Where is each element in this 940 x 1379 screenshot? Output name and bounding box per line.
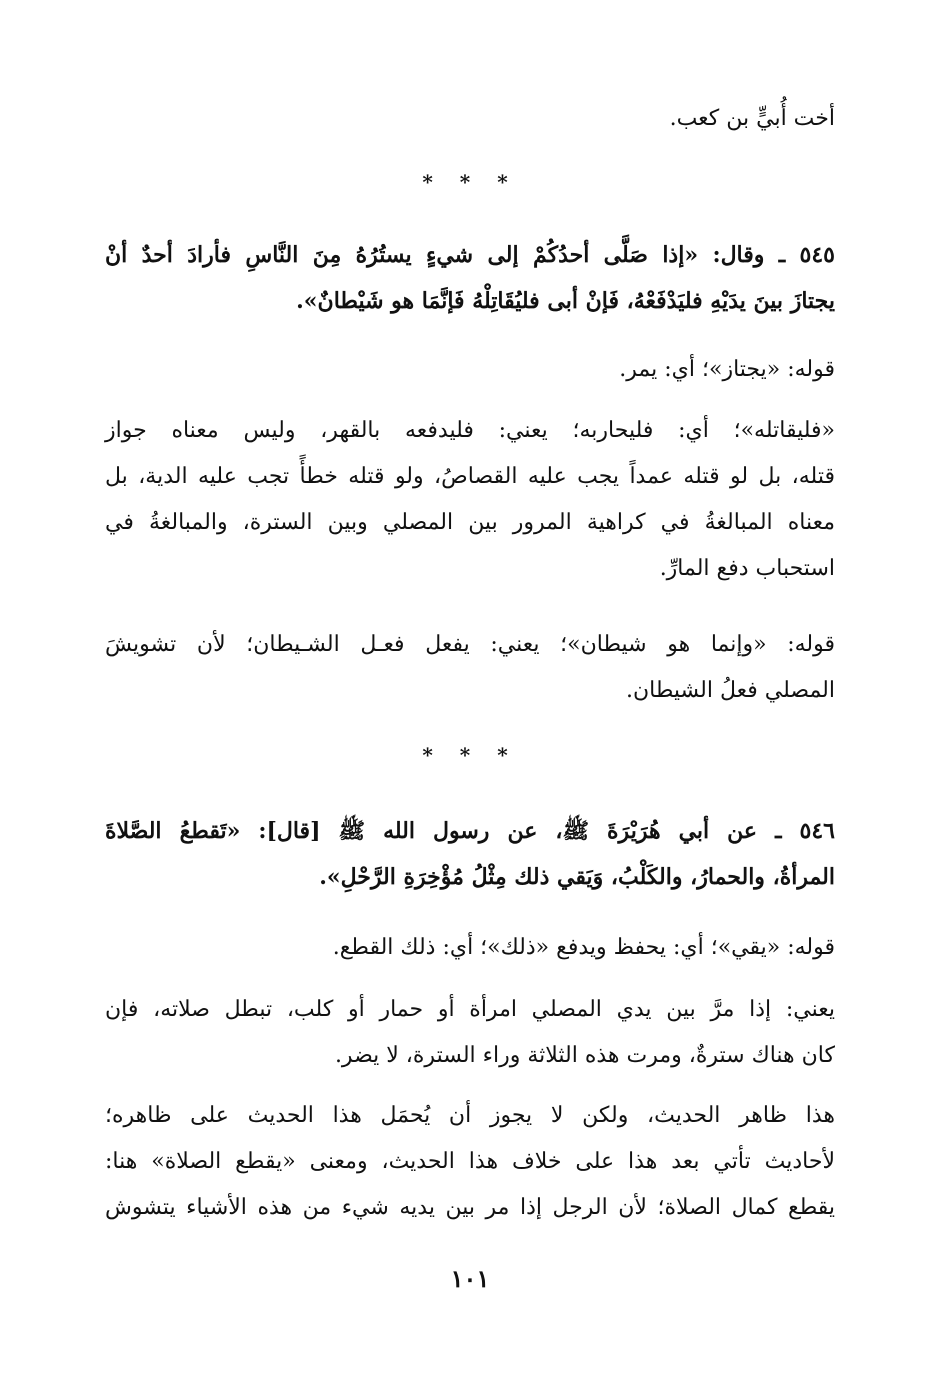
commentary-546-yaqi — [105, 925, 835, 971]
text-line: أخت أُبيٍّ بن كعب. — [669, 106, 835, 131]
hadith-545 — [105, 232, 835, 324]
page-number: ١٠١ — [450, 1264, 490, 1293]
text-line: المصلي فعلُ الشيطان. — [626, 678, 835, 703]
hadith-546 — [105, 808, 835, 900]
text-line: المرأةُ، والحمارُ، والكَلْبُ، وَيَقي ذلك مِثْلُ مُؤْخِرَةِ الرَّحْلِ». — [319, 864, 835, 890]
section-separator: * * * — [422, 743, 518, 767]
commentary-546-meaning — [105, 987, 835, 1079]
text-line: قوله: «يجتاز»؛ أي: يمر. — [619, 357, 835, 382]
text-line: يقطع كمال الصلاة؛ لأن الرجل إذا مر بين يديه شيء من هذه الأشياء يتشوش — [105, 1195, 835, 1220]
text-line: ٥٤٥ ـ وقال: «إذا صَلَّى أحدُكُمْ إلى شيءٍ يستُرُهُ مِنَ النَّاسِ فأرادَ أحدٌ أنْ — [105, 242, 835, 268]
text-line: كان هناك سترةٌ، ومرت هذه الثلاثة وراء السترة، لا يضر. — [334, 1043, 835, 1068]
commentary-545-shaytan — [105, 622, 835, 714]
text-line: قوله: «وإنما هو شيطان»؛ يعني: يفعل فعـل الشـيطان؛ لأن تشويشَ — [105, 632, 835, 657]
commentary-545-yajtaz — [105, 347, 835, 393]
text-line: استحباب دفع المارِّ. — [659, 556, 835, 581]
text-line: «فليقاتله»؛ أي: فليحاربه؛ يعني: فليدفعه بالقهر، وليس معناه جواز — [105, 418, 835, 443]
text-line: ٥٤٦ ـ عن أبي هُرَيْرَةَ ﷺ، عن رسول الله ﷺ [قال]: «تَقطعُ الصَّلاةَ — [105, 818, 835, 844]
text-line: قوله: «يقي»؛ أي: يحفظ ويدفع «ذلك»؛ أي: ذلك القطع. — [332, 935, 835, 960]
text-line: يجتازَ بينَ يدَيْهِ فليَدْفَعْهُ، فَإنْ أبى فليُقَاتِلْهُ فَإنَّمَا هو شَيْطانٌ». — [296, 288, 835, 314]
text-line: لأحاديث تأتي بعد هذا على خلاف هذا الحديث، ومعنى «يقطع الصلاة» هنا: — [105, 1149, 835, 1174]
text-line: قتله، بل لو قتله عمداً يجب عليه القصاصُ، ولو قتله خطأً تجب عليه الدية، بل — [105, 464, 835, 489]
text-line: معناه المبالغةُ في كراهية المرور بين المصلي وبين السترة، والمبالغةُ في — [105, 510, 835, 535]
commentary-546-interpretation — [105, 1093, 835, 1231]
intro-paragraph — [105, 96, 835, 142]
commentary-545-fal-yuqatilhu — [105, 408, 835, 592]
text-line: هذا ظاهر الحديث، ولكن لا يجوز أن يُحمَل هذا الحديث على ظاهره؛ — [105, 1103, 835, 1128]
text-line: يعني: إذا مرَّ بين يدي المصلي امرأة أو حمار أو كلب، تبطل صلاته، فإن — [105, 997, 835, 1022]
section-separator: * * * — [422, 170, 518, 194]
